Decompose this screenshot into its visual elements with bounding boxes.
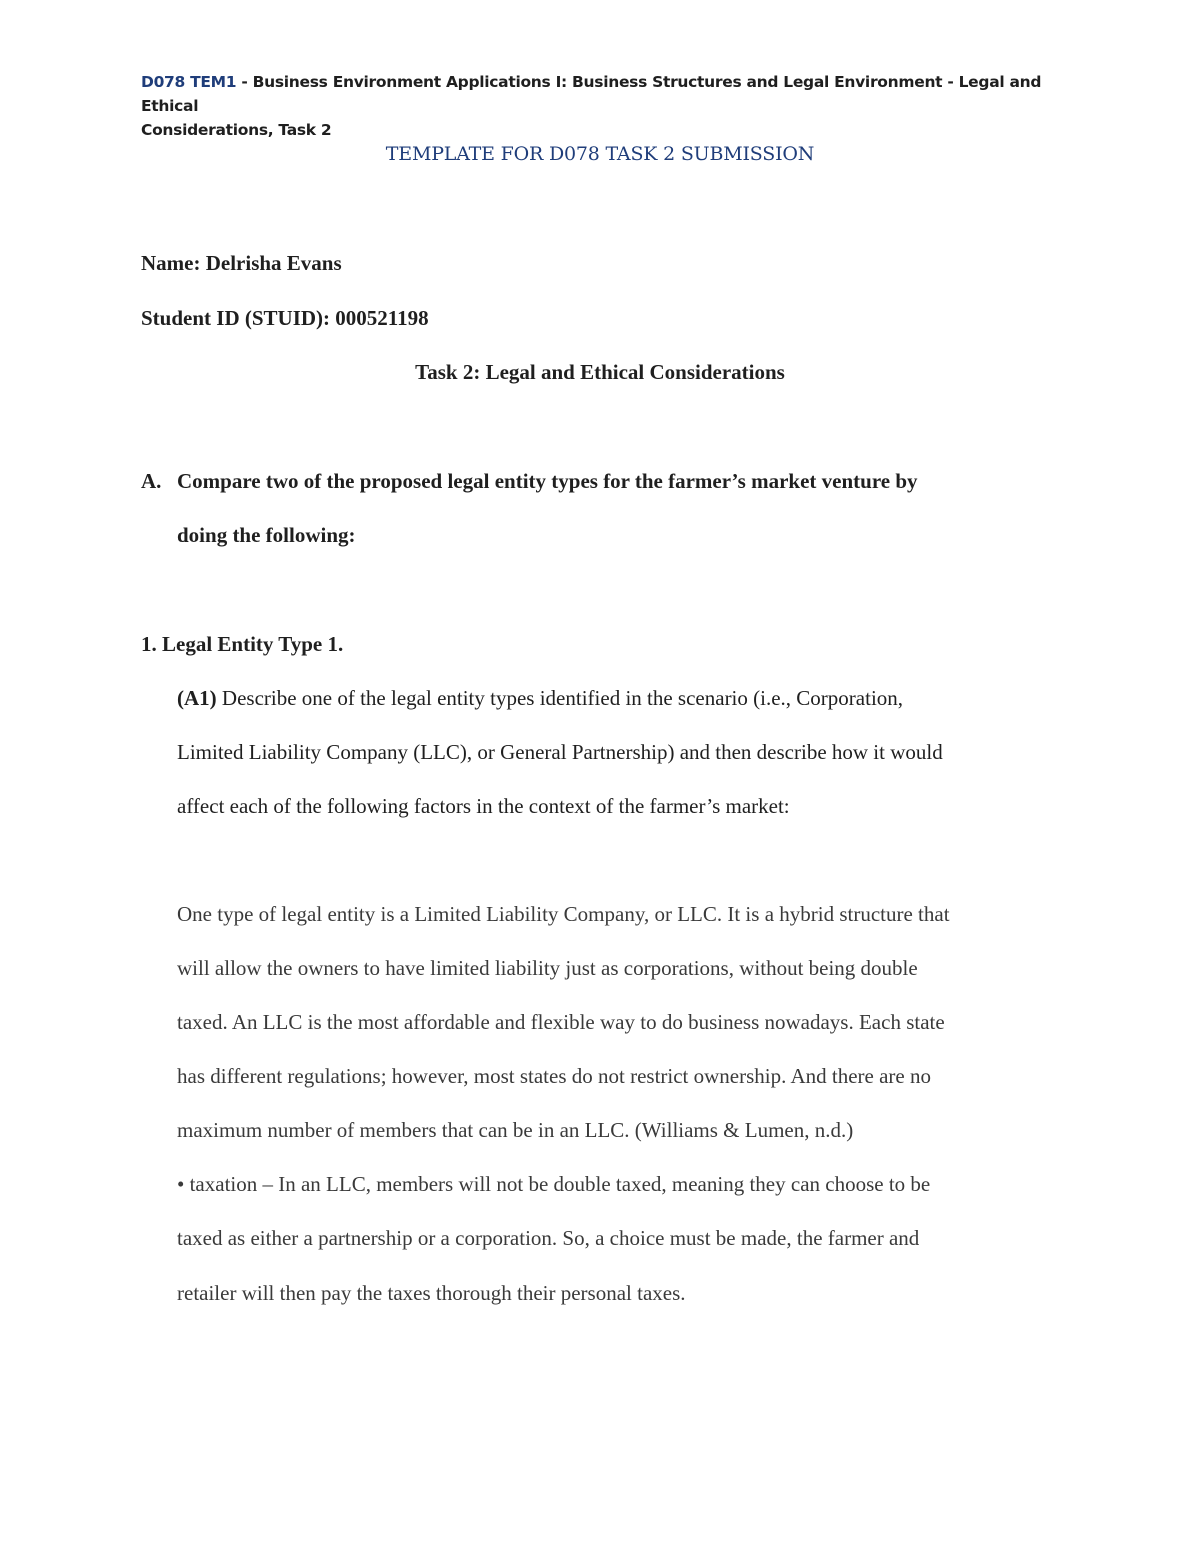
answer-line: retailer will then pay the taxes thorough their personal taxes. bbox=[177, 1281, 686, 1305]
course-header-title: - Business Environment Applications I: Business Structures and Legal Environment - Legal and Ethical bbox=[141, 73, 1042, 115]
section-1-heading: 1. Legal Entity Type 1. bbox=[141, 632, 344, 656]
answer-line: taxed. An LLC is the most affordable and flexible way to do business nowadays. Each state bbox=[177, 1010, 945, 1034]
section-a-prompt-cont: doing the following: bbox=[177, 523, 356, 547]
answer-line: will allow the owners to have limited liability just as corporations, without being double bbox=[177, 956, 918, 980]
task-heading: Task 2: Legal and Ethical Considerations bbox=[415, 360, 785, 384]
section-a-marker: A. bbox=[141, 469, 162, 493]
answer-line: One type of legal entity is a Limited Liability Company, or LLC. It is a hybrid structure that bbox=[177, 902, 950, 926]
a1-label: (A1) bbox=[177, 686, 217, 710]
answer-line: maximum number of members that can be in an LLC. (Williams & Lumen, n.d.) bbox=[177, 1118, 854, 1142]
document-title: TEMPLATE FOR D078 TASK 2 SUBMISSION bbox=[385, 143, 815, 165]
student-name: Name: Delrisha Evans bbox=[141, 251, 342, 275]
course-header-title-cont: Considerations, Task 2 bbox=[141, 121, 332, 139]
answer-line: taxed as either a partnership or a corporation. So, a choice must be made, the farmer and bbox=[177, 1226, 920, 1250]
answer-line: has different regulations; however, most states do not restrict ownership. And there are no bbox=[177, 1064, 931, 1088]
course-header bbox=[141, 70, 1071, 142]
a1-prompt-line-2: Limited Liability Company (LLC), or General Partnership) and then describe how it would bbox=[177, 740, 943, 764]
section-a-prompt: Compare two of the proposed legal entity types for the farmer’s market venture by bbox=[177, 469, 918, 493]
student-id: Student ID (STUID): 000521198 bbox=[141, 306, 429, 330]
a1-prompt bbox=[177, 686, 903, 711]
a1-prompt-line-3: affect each of the following factors in the context of the farmer’s market: bbox=[177, 794, 790, 818]
a1-prompt-text: Describe one of the legal entity types identified in the scenario (i.e., Corporation, bbox=[216, 686, 904, 710]
answer-bullet-taxation: • taxation – In an LLC, members will not be double taxed, meaning they can choose to be bbox=[177, 1172, 931, 1196]
course-code: D078 TEM1 bbox=[141, 73, 237, 91]
